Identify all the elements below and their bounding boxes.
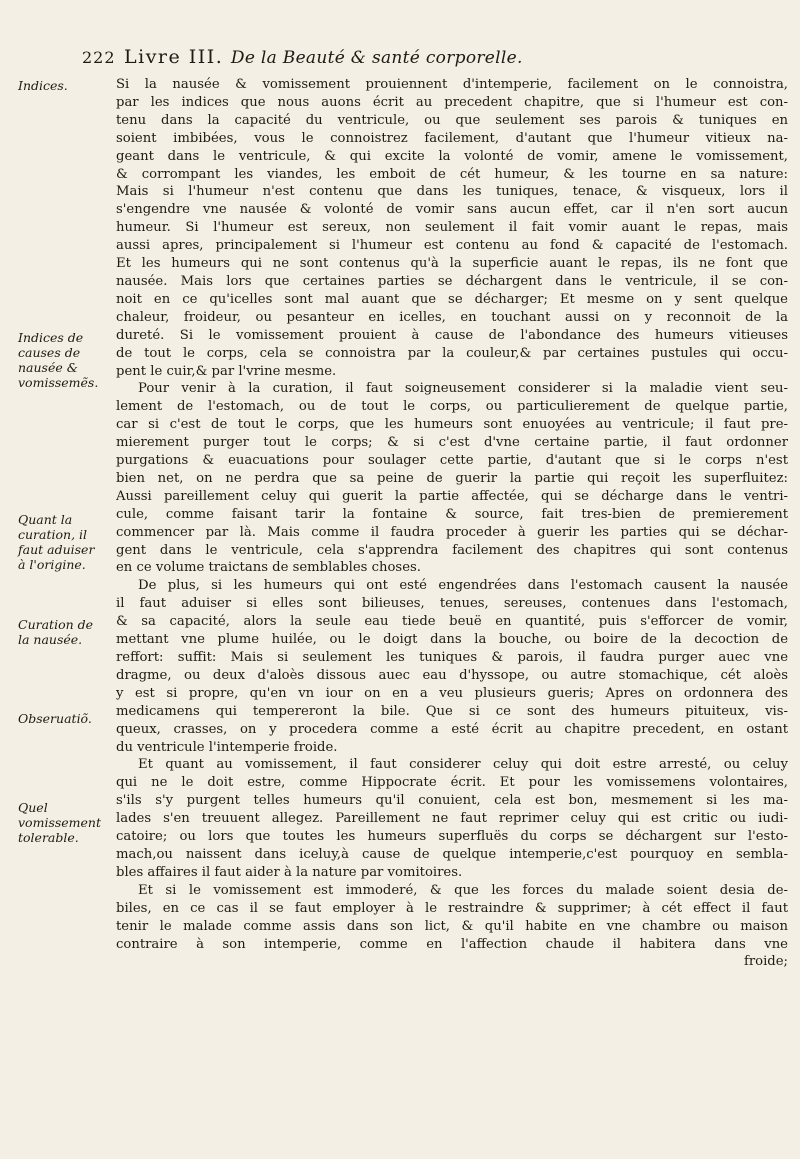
text-line: mierement purger tout le corps; & si c'est d'vne certaine partie, il faut ordonner [116, 435, 788, 451]
text-line: bien net, on ne perdra que sa peine de guerir la partie qui reçoit les superfluitez: [116, 470, 788, 486]
text-line: tenir le malade comme assis dans son lict, & qu'il habite en vne chambre ou maison [116, 918, 788, 934]
text-line: dragme, ou deux d'aloès dissous auec eau d'hyssope, ou autre stomachique, cét aloès [116, 667, 788, 683]
page-number: 222 [82, 48, 116, 67]
text-line: tenu dans la capacité du ventricule, ou que seulement ses parois & tuniques en [116, 112, 788, 128]
text-line: Mais si l'humeur n'est contenu que dans les tuniques, tenace, & visqueux, lors il [116, 184, 788, 200]
text-line: gent dans le ventricule, cela s'apprendra facilement des chapitres qui sont contenus [116, 542, 788, 558]
text-line: queux, crasses, on y procedera comme a esté écrit au chapitre precedent, en ostant [116, 721, 788, 737]
body-text [116, 76, 788, 971]
text-line: Et si le vomissement est immoderé, & que les forces du malade soient desia de- [138, 882, 788, 898]
text-line: par les indices que nous auons écrit au precedent chapitre, que si l'humeur est con- [116, 94, 788, 110]
text-line: Pour venir à la curation, il faut soigneusement considerer si la maladie vient seu- [138, 381, 788, 397]
text-line: commencer par là. Mais comme il faudra proceder à guerir les parties qui se déchar- [116, 524, 788, 540]
margin-note: Obseruatiõ. [18, 711, 92, 726]
text-line: De plus, si les humeurs qui ont esté engendrées dans l'estomach causent la nausée [138, 578, 788, 594]
text-line: Aussi pareillement celuy qui guerit la partie affectée, qui se décharge dans le ventri- [116, 488, 788, 504]
text-line: chaleur, froideur, ou pesanteur en icelles, en touchant aussi on y reconnoit de la [116, 309, 788, 325]
text-line: s'engendre vne nausée & volonté de vomir sans aucun effet, car il n'en sort aucun [116, 202, 788, 218]
text-line: pent le cuir,& par l'vrine mesme. [116, 363, 337, 379]
text-line: & sa capacité, alors la seule eau tiede beuë en quantité, puis s'efforcer de vomir, [116, 614, 788, 630]
text-line: qui ne le doit estre, comme Hippocrate écrit. Et pour les vomissemens volontaires, [116, 775, 788, 791]
text-line: en ce volume traictans de semblables choses. [116, 560, 421, 576]
text-line: contraire à son intemperie, comme en l'affection chaude il habitera dans vne [116, 936, 788, 952]
text-line: medicamens qui tempereront la bile. Que si ce sont des humeurs pituiteux, vis- [116, 703, 788, 719]
text-line: de tout le corps, cela se connoistra par la couleur,& par certaines pustules qui occu- [116, 345, 788, 361]
catchword: froide; [743, 954, 788, 970]
text-line: y est si propre, qu'en vn iour on en a veu plusieurs gueris; Apres on ordonnera des [116, 685, 788, 701]
running-subtitle: De la Beauté & santé corporelle. [230, 48, 523, 68]
text-line: dureté. Si le vomissement prouient à cause de l'abondance des humeurs vitieuses [116, 327, 788, 343]
book-title [124, 46, 523, 68]
margin-note: Quel vomissement tolerable. [18, 800, 101, 845]
text-line: Et les humeurs qui ne sont contenus qu'à la superficie auant le repas, ils ne font que [116, 256, 788, 272]
text-line: s'ils s'y purgent telles humeurs qu'il conuient, cela est bon, mesmement si les ma- [116, 793, 788, 809]
text-line: & corrompant les viandes, les emboit de cét humeur, & les tourne en sa nature: [116, 166, 788, 182]
text-line: car si c'est de tout le corps, que les humeurs sont enuoyées au ventricule; il faut pre- [116, 417, 788, 433]
text-line: Et quant au vomissement, il faut considerer celuy qui doit estre arresté, ou celuy [138, 757, 788, 773]
text-line: purgations & euacuations pour soulager cette partie, d'autant que si le corps n'est [116, 453, 788, 469]
text-line: mach,ou naissent dans iceluy,à cause de quelque intemperie,c'est pourquoy en sembla- [116, 846, 788, 862]
running-header [82, 46, 772, 76]
margin-note: Indices. [18, 78, 68, 93]
text-line: reffort: suffit: Mais si seulement les tuniques & parois, il faudra purger auec vne [116, 650, 788, 665]
text-line: soient imbibées, vous le connoistrez facilement, d'autant que l'humeur vitieux na- [116, 130, 788, 146]
text-line: aussi apres, principalement si l'humeur est contenu au fond & capacité de l'estomach. [116, 238, 788, 254]
text-line: nausée. Mais lors que certaines parties se déchargent dans le ventricule, il se con- [116, 273, 788, 289]
book-title-main: Livre III. [124, 46, 224, 68]
text-line: du ventricule l'intemperie froide. [116, 739, 338, 755]
margin-note: Indices de causes de nausée & vomissemẽs. [18, 330, 99, 390]
text-line: bles affaires il faut aider à la nature par vomitoires. [116, 864, 463, 880]
text-line: cule, comme faisant tarir la fontaine & source, fait tres-bien de premierement [116, 506, 788, 522]
text-line: lement de l'estomach, ou de tout le corps, ou particulierement de quelque partie, [116, 399, 788, 415]
text-line: humeur. Si l'humeur est sereux, non seulement il fait vomir auant le repas, mais [116, 220, 788, 236]
margin-note: Quant la curation, il faut aduiser à l'origine. [18, 512, 95, 572]
text-line: il faut aduiser si elles sont bilieuses, tenues, sereuses, contenues dans l'estomach, [116, 596, 788, 612]
text-line: mettant vne plume huilée, ou le doigt dans la bouche, ou boire de la decoction de [116, 632, 788, 648]
text-line: geant dans le ventricule, & qui excite la volonté de vomir, amene le vomissement, [116, 148, 788, 164]
text-line: biles, en ce cas il se faut employer à le restraindre & supprimer; à cét effect il faut [116, 900, 788, 916]
text-line: catoire; ou lors que toutes les humeurs superfluës du corps se déchargent sur l'esto- [116, 829, 788, 845]
text-line: Si la nausée & vomissement prouiennent d'intemperie, facilement on le connoistra, [116, 77, 788, 92]
margin-note: Curation de la nausée. [18, 617, 94, 647]
text-line: noit en ce qu'icelles sont mal auant que se décharger; Et mesme on y sent quelque [116, 291, 788, 307]
text-line: lades s'en treuuent allegez. Pareillement ne faut reprimer celuy qui est critic ou iudi- [116, 811, 788, 827]
